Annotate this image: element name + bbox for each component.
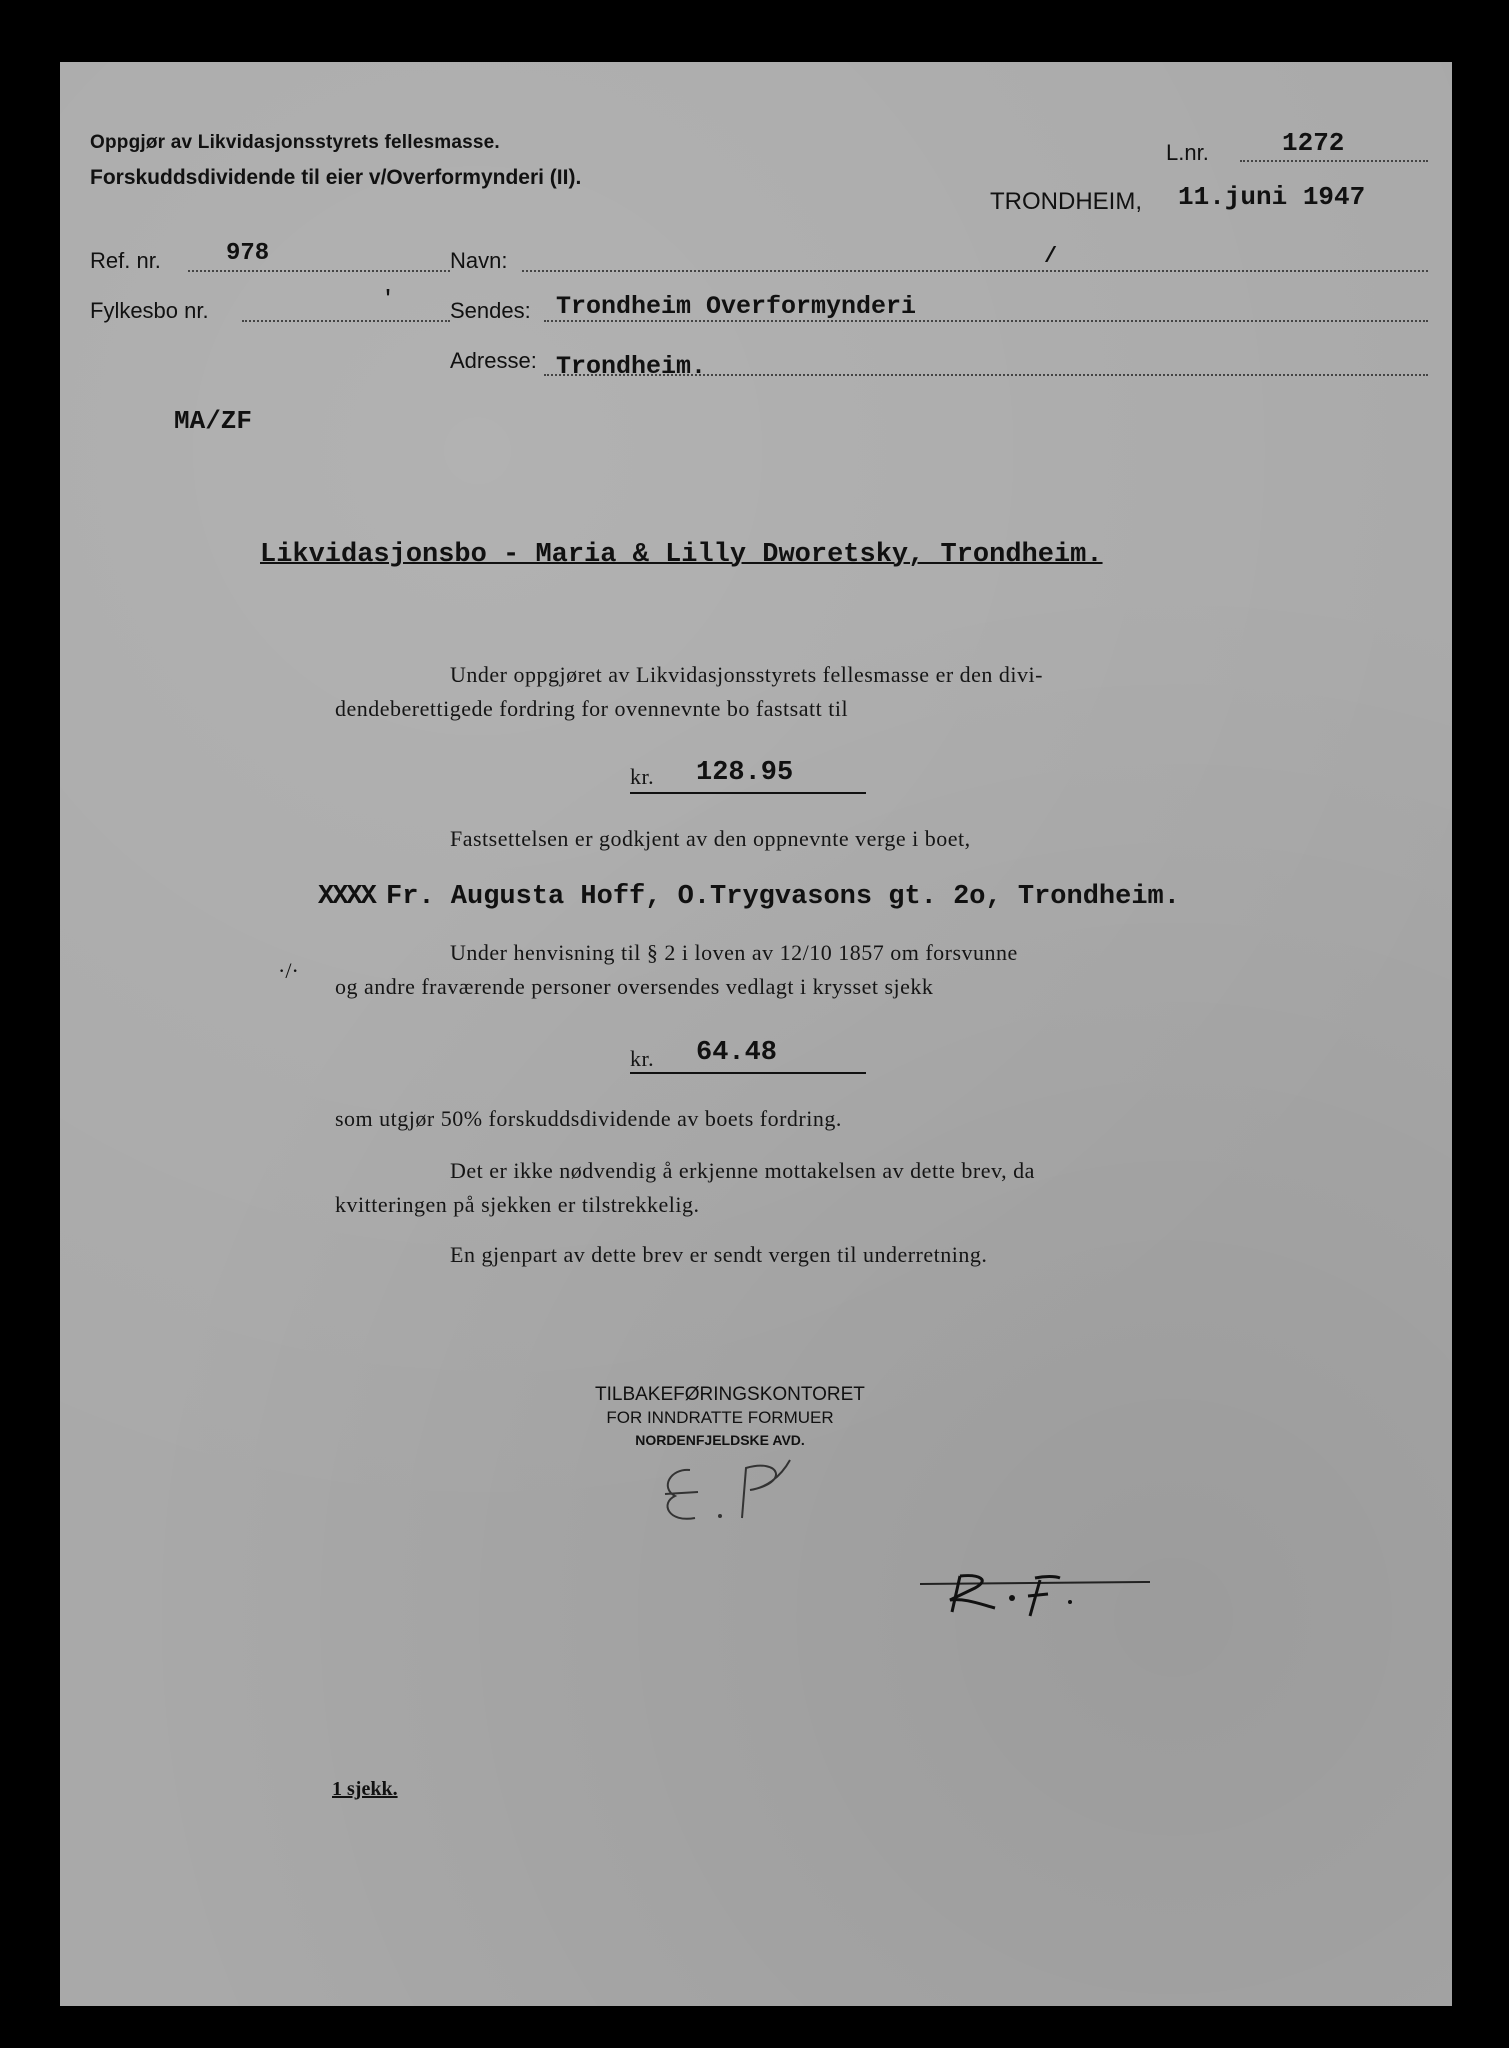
margin-mark: ·/·	[278, 958, 299, 983]
para5-line2: kvitteringen på sjekken er tilstrekkelig.	[335, 1192, 700, 1217]
enclosure-note: 1 sjekk.	[332, 1778, 398, 1800]
adresse-value: Trondheim.	[556, 352, 707, 381]
para3-line2: og andre fraværende personer oversendes vedlagt i krysset sjekk	[335, 974, 934, 999]
letter-document	[60, 62, 1452, 2006]
reference-code: MA/ZF	[174, 406, 253, 436]
amount2-prefix: kr.	[630, 1046, 655, 1071]
amount2-value: 64.48	[696, 1038, 778, 1068]
fylkesbo-value: '	[382, 288, 395, 311]
letter-date: 11.juni 1947	[1178, 182, 1366, 212]
para5-line1: Det er ikke nødvendig å erkjenne mottakelsen av dette brev, da	[450, 1158, 1035, 1183]
amount1-value: 128.95	[696, 758, 794, 788]
adresse-dotline	[544, 374, 1428, 376]
para3-line1: Under henvisning til § 2 i loven av 12/10 1857 om forsvunne	[450, 940, 1018, 965]
handwritten-initials-ep	[650, 1448, 820, 1528]
navn-value: /	[1044, 244, 1058, 269]
lnr-value: 1272	[1282, 128, 1345, 158]
ref-value: 978	[226, 240, 270, 267]
fylkesbo-label: Fylkesbo nr.	[90, 298, 209, 323]
sendes-value: Trondheim Overformynderi	[556, 292, 917, 321]
guardian-strike: XXXX	[318, 882, 375, 912]
place-label: TRONDHEIM,	[990, 188, 1142, 215]
lnr-label: L.nr.	[1166, 140, 1209, 165]
ref-label: Ref. nr.	[90, 248, 161, 273]
para2: Fastsettelsen er godkjent av den oppnevnte verge i boet,	[450, 826, 971, 851]
sendes-dotline	[544, 320, 1428, 322]
sender-line2: FOR INNDRATTE FORMUER	[606, 1408, 834, 1427]
amount2-rule	[630, 1072, 866, 1074]
navn-label: Navn:	[450, 248, 508, 273]
amount1-rule	[630, 792, 866, 794]
para6: En gjenpart av dette brev er sendt vergen til underretning.	[450, 1242, 988, 1267]
sendes-label: Sendes:	[450, 298, 531, 323]
fylkesbo-dotline	[242, 320, 450, 322]
para1-line1: Under oppgjøret av Likvidasjonsstyrets fellesmasse er den divi-	[450, 662, 1043, 687]
navn-dotline	[522, 270, 1428, 272]
header-title-line2: Forskuddsdividende til eier v/Overformynderi (II).	[90, 166, 582, 189]
ref-dotline	[188, 270, 450, 272]
para4: som utgjør 50% forskuddsdividende av boets fordring.	[335, 1106, 842, 1131]
adresse-label: Adresse:	[450, 348, 537, 373]
lnr-dotline	[1240, 160, 1428, 162]
para1-line2: dendeberettigede fordring for ovennevnte bo fastsatt til	[335, 696, 849, 721]
sender-line1: TILBAKEFØRINGSKONTORET	[595, 1384, 865, 1405]
handwritten-initials-rf	[920, 1568, 1160, 1638]
guardian-name: Fr. Augusta Hoff, O.Trygvasons gt. 2o, Trondheim.	[386, 882, 1180, 912]
subject-line: Likvidasjonsbo - Maria & Lilly Dworetsky, Trondheim.	[260, 540, 1103, 570]
header-title-line1: Oppgjør av Likvidasjonsstyrets fellesmasse.	[90, 132, 500, 153]
amount1-prefix: kr.	[630, 764, 655, 789]
sender-line3: NORDENFJELDSKE AVD.	[635, 1432, 805, 1448]
